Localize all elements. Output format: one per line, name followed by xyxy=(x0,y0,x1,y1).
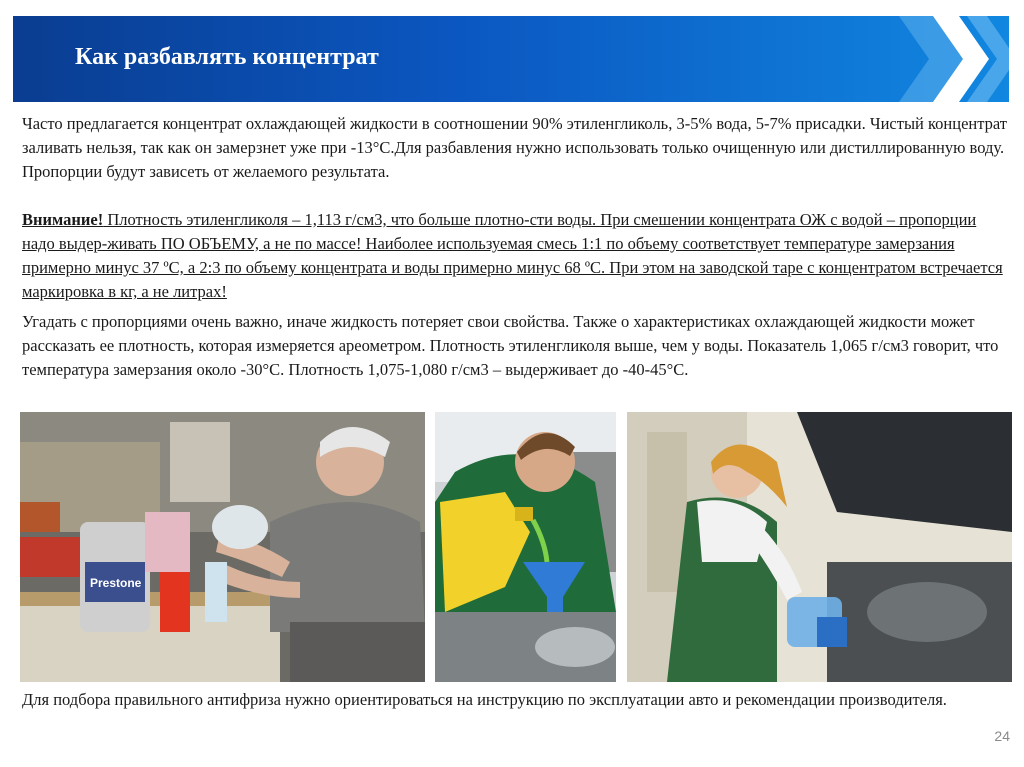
paragraph-recommendation: Для подбора правильного антифриза нужно ориентироваться на инструкцию по эксплуатации авто и рекомендации производителя. xyxy=(22,690,947,709)
photo-man-mixing-coolant xyxy=(20,412,425,682)
page-number: 24 xyxy=(994,728,1010,744)
photo-mechanic-pouring xyxy=(435,412,616,682)
warning-text: Плотность этиленгликоля – 1,113 г/см3, что больше плотно-сти воды. При смешении концентрата ОЖ с водой – пропорции надо выдер-живать ПО ОБЪЕМУ, а не по массе! Наиболее используемая смесь 1:1 по объему соответствует температуре замерзания примерно минус 37 ºС, а 2:3 по объему концентрата и воды примерно минус 68 ºС. При этом на заводской таре с концентратом встречается маркировка в кг, а не литрах! xyxy=(22,210,1003,301)
chevron-arrows-icon xyxy=(889,16,1009,102)
prestone-label: Prestone xyxy=(90,576,142,590)
slide-header xyxy=(13,16,1009,102)
paragraph-intro: Часто предлагается концентрат охлаждающей жидкости в соотношении 90% этиленгликоль, 3-5% вода, 5-7% присадки. Чистый концентрат заливать нельзя, так как он замерзнет уже при -13°С.Для разбавления нужно использовать только очищенную или дистиллированную воду. Пропорции будут зависеть от желаемого результата. xyxy=(22,114,1007,181)
paragraph-warning xyxy=(22,208,1007,304)
warning-label: Внимание! xyxy=(22,210,104,229)
slide-title: Как разбавлять концентрат xyxy=(75,44,379,70)
photo-woman-under-hood xyxy=(627,412,1012,682)
paragraph-density: Угадать с пропорциями очень важно, иначе жидкость потеряет свои свойства. Также о характеристиках охлаждающей жидкости может рассказать ее плотность, которая измеряется ареометром. Плотность этиленгликоля выше, чем у воды. Показатель 1,065 г/см3 говорит, что температура замерзания около -30°С. Плотность 1,075-1,080 г/см3 – выдерживает до -40-45°С. xyxy=(22,312,999,379)
